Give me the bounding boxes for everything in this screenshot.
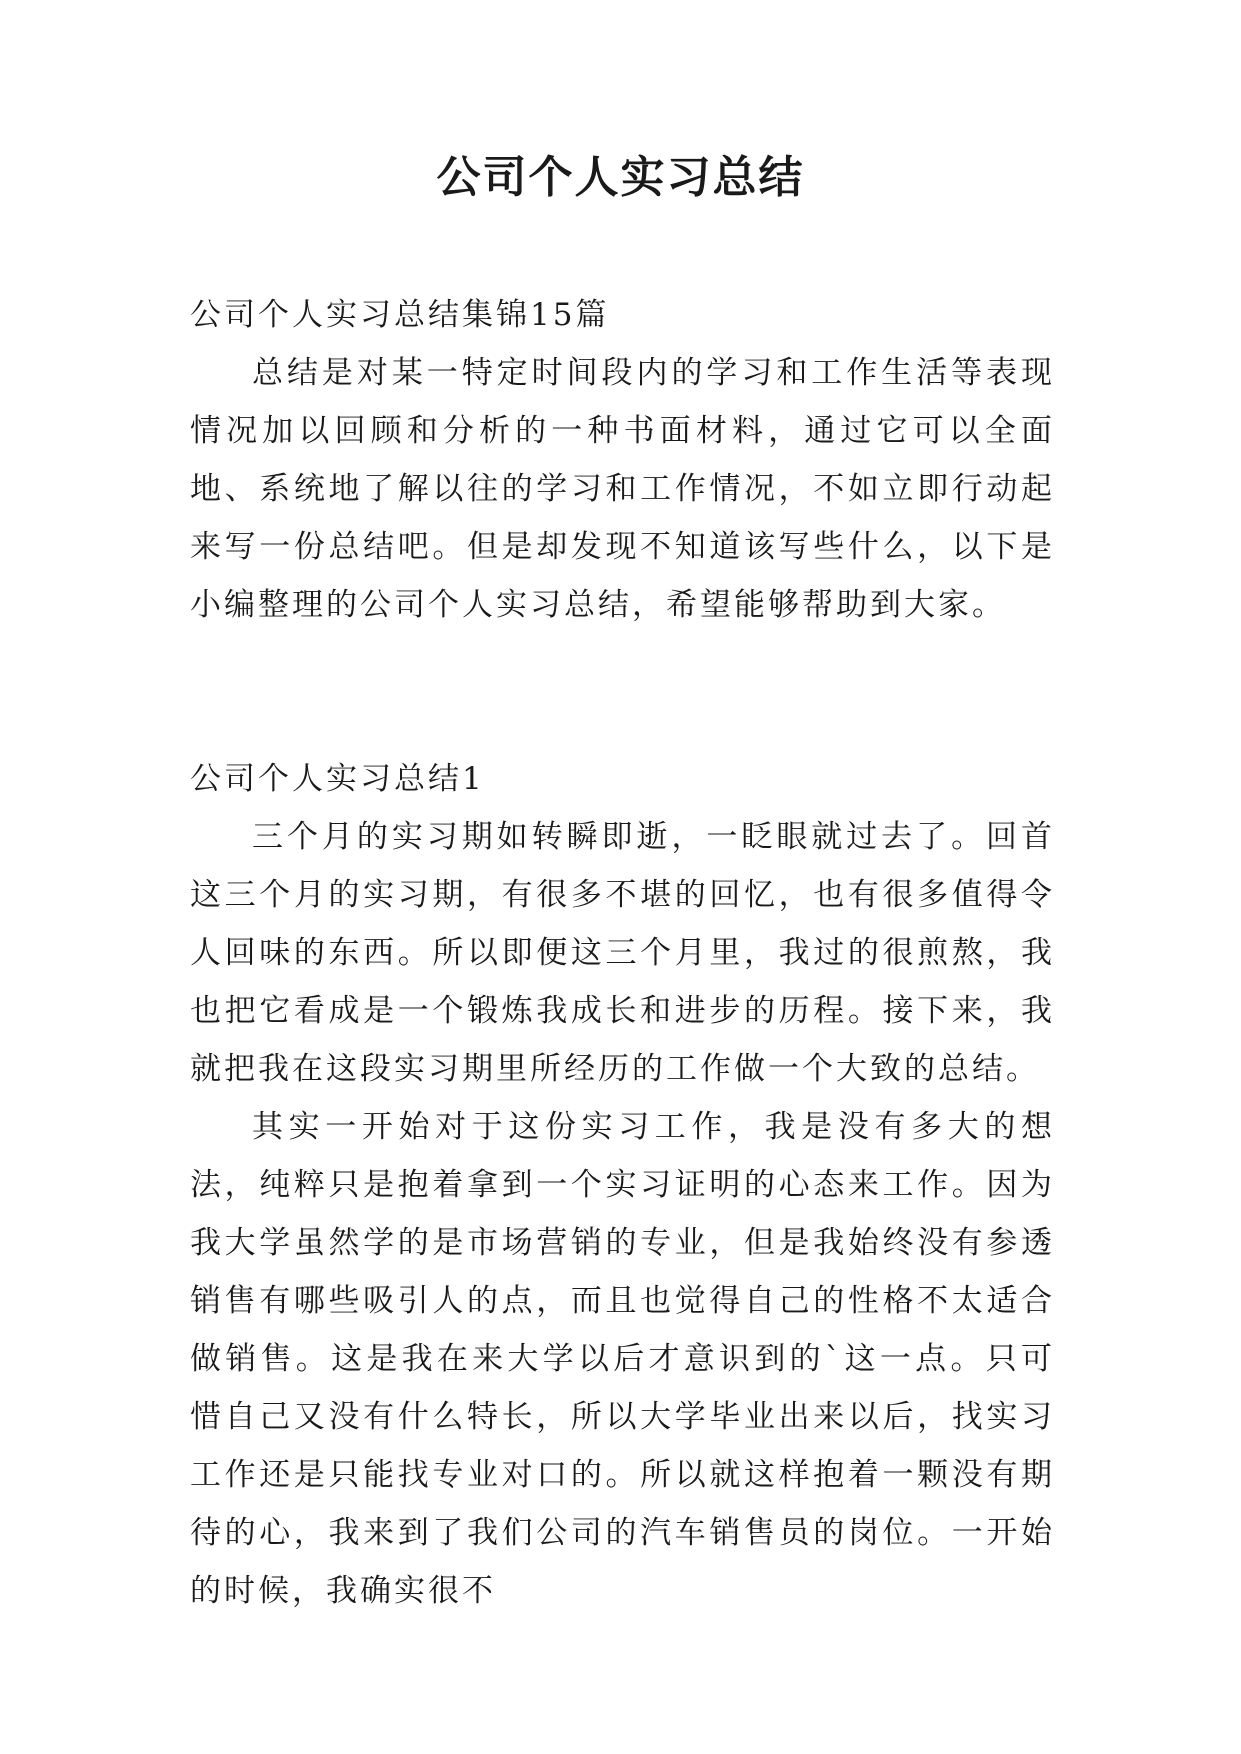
section-1-heading: 公司个人实习总结1: [190, 761, 485, 797]
intro-paragraph: 总结是对某一特定时间段内的学习和工作生活等表现情况加以回顾和分析的一种书面材料，通过它可以全面地、系统地了解以往的学习和工作情况，不如立即行动起来写一份总结吧。但是却发现不知道该写些什么，以下是小编整理的公司个人实习总结，希望能够帮助到大家。: [190, 355, 1055, 623]
document-title: 公司个人实习总结: [436, 152, 805, 203]
collection-heading: 公司个人实习总结集锦15篇: [190, 297, 610, 333]
section-1-paragraph-2: 其实一开始对于这份实习工作，我是没有多大的想法，纯粹只是抱着拿到一个实习证明的心态来工作。因为我大学虽然学的是市场营销的专业，但是我始终没有参透销售有哪些吸引人的点，而且也觉得自己的性格不太适合做销售。这是我在来大学以后才意识到的`这一点。只可惜自己又没有什么特长，所以大学毕业出来以后，找实习工作还是只能找专业对口的。所以就这样抱着一颗没有期待的心，我来到了我们公司的汽车销售员的岗位。一开始的时候，我确实很不: [190, 1109, 1055, 1609]
document-body: [190, 286, 1055, 1620]
section-1-paragraph-1: 三个月的实习期如转瞬即逝，一眨眼就过去了。回首这三个月的实习期，有很多不堪的回忆，也有很多值得令人回味的东西。所以即便这三个月里，我过的很煎熬，我也把它看成是一个锻炼我成长和进步的历程。接下来，我就把我在这段实习期里所经历的工作做一个大致的总结。: [190, 819, 1055, 1087]
section-spacer: [190, 634, 1055, 750]
